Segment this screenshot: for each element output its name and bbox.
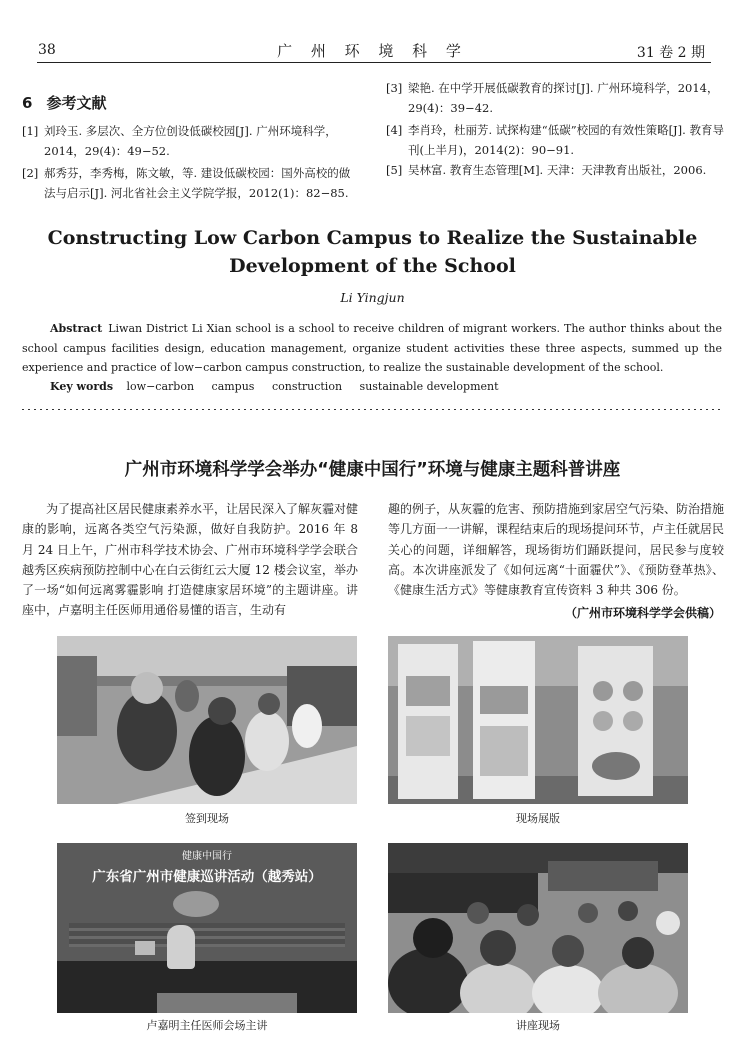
reference-item: [4] 李肖玲，杜丽芳. 试探构建“低碳”校园的有效性策略[J]. 教育导刊(上半月)，2014(2)：90−91.: [386, 123, 724, 157]
exhibition-board-photo: [388, 636, 688, 804]
section-number: 6: [22, 94, 33, 112]
header-rule: [37, 62, 711, 63]
photo-caption: 讲座现场: [516, 1019, 560, 1032]
keyword: campus: [211, 380, 255, 393]
abstract-text: Liwan District Li Xian school is a school to receive children of migrant workers. The author thinks about the school campus facilities design, education management, organize student activities these three aspects, summed up the experience and practice of low−carbon campus construction, to realize the sustainable development of the school.: [22, 322, 722, 374]
reference-item: [2] 郝秀芬，李秀梅，陈文敏，等. 建设低碳校园：国外高校的做法与启示[J]. 河北省社会主义学院学报，2012(1)：82−85.: [22, 166, 351, 200]
keyword: low−carbon: [126, 380, 195, 393]
news-body-left: 为了提高社区居民健康素养水平，让居民深入了解灰霾对健康的影响，远离各类空气污染源，做好自我防护。2016 年 8 月 24 日上午，广州市科学技术协会、广州市环境科学学会联合越秀区疾病预防控制中心在白云街红云大厦 12 楼会议室，举办了一场“如何远离雾霾影响 打造健康家居环境”的主题讲座。讲座中，卢嘉明主任医师用通俗易懂的语言，生动有: [22, 502, 359, 618]
page-number: 38: [38, 42, 56, 58]
keywords-label: Key words: [50, 380, 114, 393]
volume-issue: 31 卷 2 期: [636, 45, 705, 61]
banner-sponsor-lines: [69, 923, 345, 947]
references-heading: [22, 92, 106, 113]
photo-caption: 卢嘉明主任医师会场主讲: [146, 1019, 268, 1032]
photo-caption: 签到现场: [185, 812, 229, 825]
section-title: 参考文献: [46, 94, 107, 112]
english-title: Constructing Low Carbon Campus to Realize the Sustainable Development of the School: [47, 227, 698, 277]
lecturer-photo: [57, 843, 357, 1013]
banner-main-text: 广东省广州市健康巡讲活动（越秀站）: [92, 869, 322, 885]
lecturer-figure: [167, 925, 195, 969]
news-credit: （广州市环境科学学会供稿）: [564, 606, 721, 620]
abstract-label: Abstract: [50, 322, 103, 335]
keyword: construction: [271, 380, 343, 393]
reference-item: [1] 刘玲玉. 多层次、全方位创设低碳校园[J]. 广州环境科学，2014，29(4)：49−52.: [22, 124, 337, 158]
laptop-icon: [135, 941, 155, 955]
news-title: 广州市环境科学学会举办“健康中国行”环境与健康主题科普讲座: [124, 460, 621, 480]
banner-logo: [173, 891, 219, 917]
keyword: sustainable development: [359, 380, 499, 393]
english-author: Li Yingjun: [340, 290, 405, 305]
reference-item: [3] 梁艳. 在中学开展低碳教育的探讨[J]. 广州环境科学，2014，29(4)：39−42.: [386, 81, 719, 115]
banner-top-text: 健康中国行: [182, 851, 232, 862]
english-abstract: [22, 319, 722, 378]
news-body-right: 趣的例子，从灰霾的危害、预防措施到家居空气污染、防治措施等几方面一一讲解，课程结束后的现场提问环节，卢主任就居民关心的问题，详细解答，现场街坊们踊跃提问，居民参与度较高。本次讲座派发了《如何远离“十面霾伏”》、《预防登革热》、《健康生活方式》等健康教育宣传资料 3 种共 306 份。: [388, 502, 725, 598]
photo-caption: 现场展版: [516, 812, 560, 825]
audience-photo: [388, 843, 688, 1013]
reference-item: [5] 吴林富. 教育生态管理[M]. 天津：天津教育出版社，2006.: [386, 163, 707, 177]
section-divider: [22, 406, 722, 414]
english-keywords: [50, 380, 513, 393]
registration-photo: [57, 636, 357, 804]
journal-name: 广 州 环 境 科 学: [277, 42, 468, 60]
